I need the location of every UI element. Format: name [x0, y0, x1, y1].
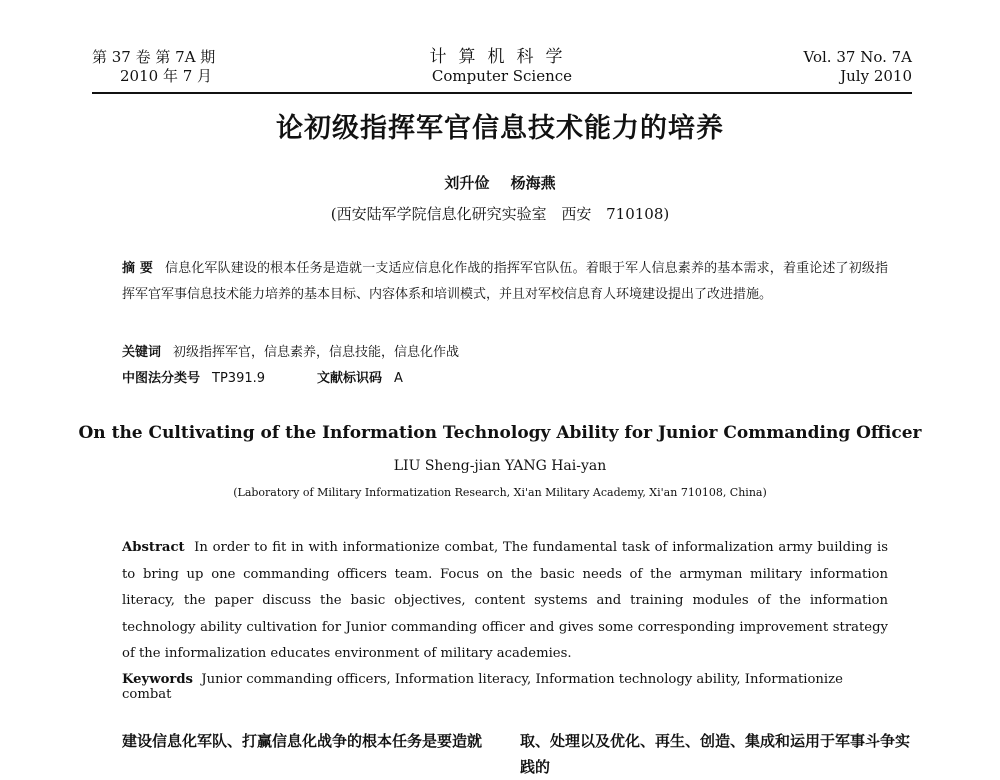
- en-affiliation: (Laboratory of Military Informatization Research, Xi'an Military Academy, Xi'an 710108, China): [233, 486, 767, 499]
- cn-keywords-text: 初级指挥军官，信息素养，信息技能，信息化作战: [173, 345, 460, 360]
- journal-header: [92, 48, 912, 92]
- volume-issue-en: Vol. 37 No. 7A: [803, 48, 912, 66]
- issue-date: 2010 年 7 月: [120, 67, 213, 85]
- issue-date-en: July 2010: [840, 67, 912, 85]
- cn-keywords-label: 关键词: [122, 345, 162, 360]
- body-column-left: 建设信息化军队、打赢信息化战争的根本任务是要造就: [122, 732, 483, 750]
- en-abstract-text: In order to fit in with informationize combat, The fundamental task of informalization army building is to bring up one commanding officers team. Focus on the basic needs of the armyman military information literacy, the paper discuss the basic objectives, content systems and training modules of the information technology ability cultivation for Junior commanding officer and gives some corresponding improvement strategy of the informalization educates environment of military academies.: [122, 540, 888, 661]
- cn-keywords: [122, 341, 459, 360]
- paper-authors: 刘升俭 杨海燕: [444, 174, 556, 192]
- en-abstract: [122, 535, 888, 668]
- clc-value: TP391.9: [212, 371, 266, 386]
- cn-abstract: [122, 256, 888, 308]
- en-authors: LIU Sheng-jian YANG Hai-yan: [393, 458, 607, 474]
- classification-line: [122, 367, 403, 386]
- paper-title: 论初级指挥军官信息技术能力的培养: [276, 113, 724, 144]
- cn-abstract-text: 信息化军队建设的根本任务是造就一支适应信息化作战的指挥军官队伍。着眼于军人信息素养的基本需求，着重论述了初级指挥军官军事信息技术能力培养的基本目标、内容体系和培训模式，并且对军校信息育人环境建设提出了改进措施。: [122, 261, 888, 302]
- volume-issue: 第 37 卷 第 7A 期: [92, 48, 216, 66]
- en-keywords-label: Keywords: [122, 672, 193, 687]
- journal-name: [92, 48, 912, 86]
- journal-name-en: Computer Science: [431, 67, 573, 85]
- issue-info-en: [804, 48, 912, 86]
- journal-name-cn: 计算机科学: [429, 47, 575, 67]
- en-title: On the Cultivating of the Information Technology Ability for Junior Commanding Officer: [78, 423, 922, 443]
- doc-code-label: 文献标识码: [317, 371, 383, 386]
- en-keywords-text: Junior commanding officers, Information literacy, Information technology ability, Informationize combat: [122, 672, 843, 702]
- en-keywords: [122, 672, 888, 702]
- cn-abstract-label: 摘 要: [122, 261, 153, 276]
- clc-label: 中图法分类号: [122, 371, 201, 386]
- en-abstract-label: Abstract: [122, 540, 185, 555]
- paper-affiliation: (西安陆军学院信息化研究实验室 西安 710108): [330, 205, 670, 223]
- doc-code-value: A: [394, 371, 403, 386]
- header-rule: [92, 92, 912, 94]
- body-column-right: 取、处理以及优化、再生、创造、集成和运用于军事斗争实践的: [520, 732, 911, 776]
